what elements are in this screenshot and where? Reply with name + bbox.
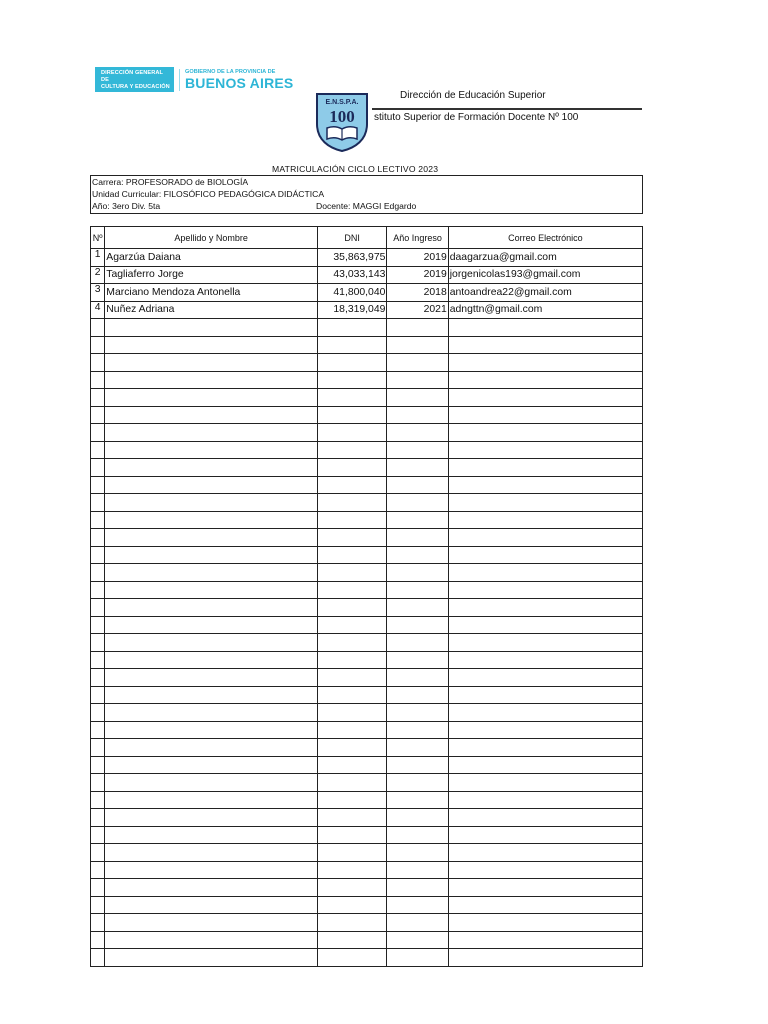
empty-cell <box>91 616 105 634</box>
empty-cell <box>317 651 387 669</box>
empty-cell <box>448 476 642 494</box>
empty-cell <box>387 546 448 564</box>
empty-cell <box>91 406 105 424</box>
empty-cell <box>105 616 318 634</box>
empty-cell <box>105 371 318 389</box>
empty-cell <box>105 879 318 897</box>
empty-table-row <box>91 564 643 582</box>
empty-cell <box>448 581 642 599</box>
entry-year: 2019 <box>387 266 448 284</box>
empty-cell <box>317 476 387 494</box>
empty-cell <box>317 529 387 547</box>
empty-cell <box>387 704 448 722</box>
table-row <box>91 284 643 302</box>
empty-table-row <box>91 336 643 354</box>
empty-cell <box>317 564 387 582</box>
row-number: 2 <box>91 266 105 284</box>
empty-cell <box>91 564 105 582</box>
empty-cell <box>105 791 318 809</box>
empty-cell <box>91 669 105 687</box>
empty-cell <box>317 704 387 722</box>
empty-cell <box>448 511 642 529</box>
empty-cell <box>448 949 642 967</box>
empty-table-row <box>91 389 643 407</box>
empty-cell <box>91 336 105 354</box>
empty-cell <box>105 756 318 774</box>
career-line: Carrera: PROFESORADO de BIOLOGÍA <box>92 177 249 187</box>
empty-cell <box>317 459 387 477</box>
empty-cell <box>448 931 642 949</box>
empty-cell <box>448 861 642 879</box>
subject-line: Unidad Curricular: FILOSÓFICO PEDAGÓGICA DIDÁCTICA <box>92 189 325 199</box>
empty-table-row <box>91 721 643 739</box>
empty-table-row <box>91 494 643 512</box>
empty-cell <box>448 844 642 862</box>
empty-table-row <box>91 774 643 792</box>
empty-cell <box>387 354 448 372</box>
empty-table-row <box>91 844 643 862</box>
empty-cell <box>387 739 448 757</box>
empty-cell <box>91 476 105 494</box>
empty-cell <box>91 319 105 337</box>
empty-table-row <box>91 476 643 494</box>
empty-cell <box>387 424 448 442</box>
empty-table-row <box>91 354 643 372</box>
empty-cell <box>387 634 448 652</box>
empty-cell <box>448 914 642 932</box>
empty-table-row <box>91 686 643 704</box>
empty-cell <box>448 879 642 897</box>
empty-cell <box>105 669 318 687</box>
empty-cell <box>317 406 387 424</box>
empty-cell <box>91 529 105 547</box>
empty-cell <box>91 389 105 407</box>
empty-table-row <box>91 931 643 949</box>
empty-cell <box>105 686 318 704</box>
empty-cell <box>105 931 318 949</box>
empty-cell <box>317 721 387 739</box>
empty-cell <box>91 721 105 739</box>
header-divider <box>372 108 642 110</box>
student-name: Nuñez Adriana <box>105 301 318 319</box>
empty-cell <box>387 581 448 599</box>
empty-cell <box>448 424 642 442</box>
empty-cell <box>91 686 105 704</box>
entry-year: 2019 <box>387 249 448 267</box>
empty-cell <box>317 844 387 862</box>
student-dni: 41,800,040 <box>317 284 387 302</box>
empty-cell <box>387 494 448 512</box>
empty-cell <box>387 564 448 582</box>
entry-year: 2021 <box>387 301 448 319</box>
empty-table-row <box>91 756 643 774</box>
empty-cell <box>448 459 642 477</box>
empty-cell <box>387 529 448 547</box>
empty-cell <box>105 564 318 582</box>
empty-cell <box>448 791 642 809</box>
empty-cell <box>448 599 642 617</box>
student-name: Tagliaferro Jorge <box>105 266 318 284</box>
empty-cell <box>317 686 387 704</box>
empty-cell <box>317 826 387 844</box>
empty-cell <box>448 441 642 459</box>
empty-cell <box>317 791 387 809</box>
empty-cell <box>105 704 318 722</box>
empty-cell <box>448 669 642 687</box>
empty-cell <box>91 494 105 512</box>
header-dni: DNI <box>317 227 387 249</box>
header-name: Apellido y Nombre <box>105 227 318 249</box>
empty-cell <box>91 931 105 949</box>
empty-cell <box>317 896 387 914</box>
empty-cell <box>91 809 105 827</box>
gov-logo-divider <box>179 69 180 91</box>
teacher-line: Docente: MAGGI Edgardo <box>316 201 417 211</box>
empty-cell <box>91 371 105 389</box>
empty-cell <box>317 319 387 337</box>
empty-cell <box>105 581 318 599</box>
student-dni: 43,033,143 <box>317 266 387 284</box>
empty-cell <box>317 879 387 897</box>
empty-cell <box>105 844 318 862</box>
empty-table-row <box>91 371 643 389</box>
empty-cell <box>448 896 642 914</box>
empty-cell <box>317 441 387 459</box>
empty-table-row <box>91 616 643 634</box>
empty-cell <box>448 826 642 844</box>
gov-logo-box-line2: CULTURA Y EDUCACIÓN <box>101 84 170 90</box>
row-number: 4 <box>91 301 105 319</box>
empty-table-row <box>91 581 643 599</box>
table-header-row <box>91 227 643 249</box>
empty-cell <box>448 704 642 722</box>
page-title: MATRICULACIÓN CICLO LECTIVO 2023 <box>272 164 439 174</box>
empty-cell <box>387 809 448 827</box>
empty-cell <box>105 406 318 424</box>
empty-cell <box>91 634 105 652</box>
empty-cell <box>317 931 387 949</box>
empty-table-row <box>91 406 643 424</box>
empty-cell <box>91 354 105 372</box>
empty-cell <box>317 861 387 879</box>
empty-cell <box>105 424 318 442</box>
empty-cell <box>448 686 642 704</box>
empty-cell <box>387 406 448 424</box>
year-division-line: Año: 3ero Div. 5ta <box>92 201 161 211</box>
empty-cell <box>387 931 448 949</box>
empty-cell <box>387 441 448 459</box>
empty-cell <box>448 319 642 337</box>
empty-cell <box>91 441 105 459</box>
empty-cell <box>317 336 387 354</box>
student-email: adngttn@gmail.com <box>448 301 642 319</box>
empty-cell <box>448 389 642 407</box>
empty-table-row <box>91 599 643 617</box>
empty-cell <box>448 651 642 669</box>
empty-cell <box>105 529 318 547</box>
direction-text: Dirección de Educación Superior <box>400 90 546 101</box>
empty-table-row <box>91 669 643 687</box>
empty-table-row <box>91 896 643 914</box>
student-email: daagarzua@gmail.com <box>448 249 642 267</box>
empty-cell <box>387 826 448 844</box>
empty-cell <box>105 599 318 617</box>
empty-cell <box>105 354 318 372</box>
empty-cell <box>317 494 387 512</box>
empty-cell <box>317 739 387 757</box>
empty-cell <box>91 774 105 792</box>
header-year: Año Ingreso <box>387 227 448 249</box>
empty-cell <box>105 319 318 337</box>
gov-logo-big-text: BUENOS AIRES <box>185 75 294 91</box>
empty-cell <box>91 599 105 617</box>
empty-cell <box>105 861 318 879</box>
empty-cell <box>387 476 448 494</box>
table-row <box>91 301 643 319</box>
empty-cell <box>91 651 105 669</box>
empty-cell <box>317 371 387 389</box>
empty-cell <box>91 949 105 967</box>
empty-cell <box>91 896 105 914</box>
school-logo-number: 100 <box>329 107 355 126</box>
student-dni: 35,863,975 <box>317 249 387 267</box>
empty-cell <box>91 861 105 879</box>
empty-cell <box>448 494 642 512</box>
empty-cell <box>91 704 105 722</box>
school-shield-logo <box>315 92 369 152</box>
empty-cell <box>448 529 642 547</box>
empty-table-row <box>91 424 643 442</box>
empty-table-row <box>91 511 643 529</box>
empty-cell <box>317 949 387 967</box>
empty-cell <box>387 599 448 617</box>
empty-cell <box>105 914 318 932</box>
empty-cell <box>387 896 448 914</box>
empty-cell <box>91 791 105 809</box>
empty-cell <box>91 581 105 599</box>
empty-table-row <box>91 634 643 652</box>
empty-cell <box>91 879 105 897</box>
student-dni: 18,319,049 <box>317 301 387 319</box>
gov-logo-box <box>95 67 174 92</box>
header-email: Correo Electrónico <box>448 227 642 249</box>
empty-cell <box>387 319 448 337</box>
institute-text: stituto Superior de Formación Docente Nº 100 <box>374 112 579 123</box>
empty-table-row <box>91 739 643 757</box>
empty-cell <box>317 616 387 634</box>
empty-table-row <box>91 791 643 809</box>
empty-cell <box>448 336 642 354</box>
empty-cell <box>91 739 105 757</box>
empty-table-row <box>91 459 643 477</box>
empty-cell <box>91 826 105 844</box>
student-name: Agarzúa Daiana <box>105 249 318 267</box>
empty-cell <box>387 861 448 879</box>
empty-cell <box>317 389 387 407</box>
empty-cell <box>317 756 387 774</box>
empty-cell <box>105 826 318 844</box>
empty-cell <box>105 389 318 407</box>
empty-cell <box>91 756 105 774</box>
row-number: 3 <box>91 284 105 302</box>
empty-cell <box>105 511 318 529</box>
school-logo-text: E.N.S.P.A. <box>325 99 359 106</box>
empty-cell <box>387 721 448 739</box>
empty-table-row <box>91 809 643 827</box>
empty-cell <box>448 809 642 827</box>
student-email: jorgenicolas193@gmail.com <box>448 266 642 284</box>
table-row <box>91 249 643 267</box>
student-name: Marciano Mendoza Antonella <box>105 284 318 302</box>
empty-cell <box>387 756 448 774</box>
empty-cell <box>387 879 448 897</box>
empty-table-row <box>91 319 643 337</box>
empty-cell <box>91 459 105 477</box>
empty-cell <box>448 564 642 582</box>
empty-cell <box>448 756 642 774</box>
empty-cell <box>317 581 387 599</box>
empty-cell <box>317 774 387 792</box>
empty-table-row <box>91 441 643 459</box>
empty-cell <box>317 634 387 652</box>
gov-logo-box-line1: DIRECCIÓN GENERAL DE <box>101 70 163 83</box>
empty-cell <box>317 599 387 617</box>
empty-cell <box>387 371 448 389</box>
empty-cell <box>387 949 448 967</box>
empty-table-row <box>91 546 643 564</box>
empty-cell <box>448 546 642 564</box>
empty-table-row <box>91 704 643 722</box>
empty-table-row <box>91 826 643 844</box>
empty-cell <box>448 616 642 634</box>
empty-cell <box>448 371 642 389</box>
empty-cell <box>448 634 642 652</box>
gov-logo-small-text: GOBIERNO DE LA PROVINCIA DE <box>185 69 276 75</box>
course-info-box <box>90 175 643 214</box>
table-row <box>91 266 643 284</box>
empty-cell <box>317 511 387 529</box>
empty-cell <box>317 914 387 932</box>
empty-cell <box>317 546 387 564</box>
empty-cell <box>387 774 448 792</box>
entry-year: 2018 <box>387 284 448 302</box>
empty-cell <box>387 459 448 477</box>
empty-cell <box>91 914 105 932</box>
empty-table-row <box>91 914 643 932</box>
empty-cell <box>317 424 387 442</box>
empty-cell <box>105 476 318 494</box>
empty-cell <box>387 669 448 687</box>
empty-cell <box>91 546 105 564</box>
empty-cell <box>448 739 642 757</box>
empty-cell <box>105 809 318 827</box>
empty-cell <box>105 459 318 477</box>
enrollment-table <box>90 226 643 967</box>
empty-cell <box>317 809 387 827</box>
empty-table-row <box>91 861 643 879</box>
row-number: 1 <box>91 249 105 267</box>
empty-table-row <box>91 949 643 967</box>
empty-cell <box>105 949 318 967</box>
empty-cell <box>105 634 318 652</box>
empty-cell <box>387 791 448 809</box>
empty-cell <box>448 774 642 792</box>
government-logo <box>95 67 293 92</box>
empty-cell <box>105 441 318 459</box>
empty-cell <box>105 721 318 739</box>
empty-cell <box>317 354 387 372</box>
empty-cell <box>387 914 448 932</box>
empty-cell <box>387 686 448 704</box>
header-number: Nº <box>91 227 105 249</box>
empty-cell <box>105 651 318 669</box>
student-email: antoandrea22@gmail.com <box>448 284 642 302</box>
empty-cell <box>105 896 318 914</box>
empty-cell <box>387 616 448 634</box>
empty-cell <box>448 721 642 739</box>
empty-cell <box>387 389 448 407</box>
empty-cell <box>387 511 448 529</box>
empty-cell <box>105 739 318 757</box>
empty-cell <box>105 774 318 792</box>
empty-cell <box>387 844 448 862</box>
empty-cell <box>387 336 448 354</box>
empty-cell <box>317 669 387 687</box>
empty-cell <box>448 354 642 372</box>
empty-cell <box>105 336 318 354</box>
empty-cell <box>105 494 318 512</box>
empty-cell <box>91 844 105 862</box>
empty-table-row <box>91 879 643 897</box>
empty-cell <box>387 651 448 669</box>
empty-cell <box>105 546 318 564</box>
empty-cell <box>91 511 105 529</box>
empty-table-row <box>91 651 643 669</box>
empty-cell <box>91 424 105 442</box>
empty-cell <box>448 406 642 424</box>
empty-table-row <box>91 529 643 547</box>
